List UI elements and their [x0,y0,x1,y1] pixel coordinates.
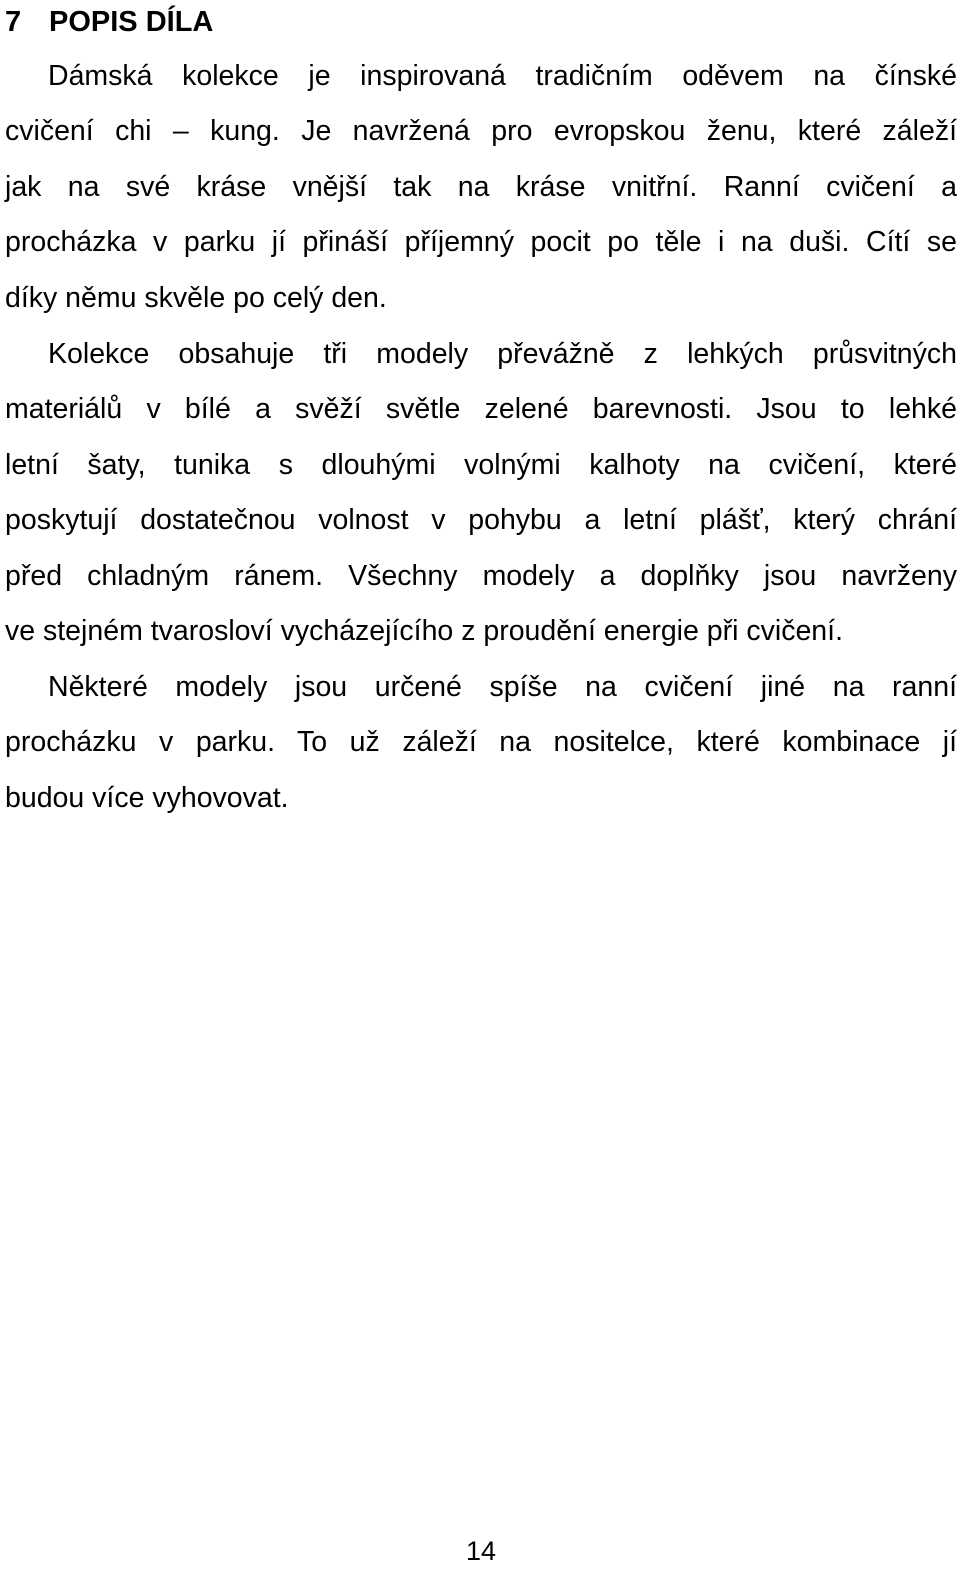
paragraph-2-line-6: ve stejném tvarosloví vycházejícího z proudění energie při cvičení. [5,615,843,647]
paragraph-1-line-2: cvičení chi – kung. Je navržená pro evropskou ženu, které záleží [5,115,957,147]
paragraph-3-line-1: Některé modely jsou určené spíše na cvičení jiné na ranní [48,671,957,703]
paragraph-2-line-2: materiálů v bílé a svěží světle zelené barevnosti. Jsou to lehké [5,393,957,425]
paragraph-1-line-3: jak na své kráse vnější tak na kráse vnitřní. Ranní cvičení a [5,171,957,203]
page-number [0,1533,960,1569]
section-heading [5,2,213,42]
section-title: POPIS DÍLA [49,6,214,38]
paragraph-2-line-5: před chladným ránem. Všechny modely a doplňky jsou navrženy [5,560,957,592]
paragraph-2-line-1: Kolekce obsahuje tři modely převážně z lehkých průsvitných [48,338,957,370]
section-number: 7 [5,6,22,38]
page-number-text: 14 [465,1536,497,1566]
paragraph-1-line-4: procházka v parku jí přináší příjemný pocit po těle i na duši. Cítí se [5,226,957,258]
paragraph-3-line-2: procházku v parku. To už záleží na nositelce, které kombinace jí [5,726,957,758]
paragraph-1-line-1: Dámská kolekce je inspirovaná tradičním oděvem na čínské [48,60,957,92]
paragraph-3-line-3: budou více vyhovovat. [5,782,289,814]
paragraph-2-line-3: letní šaty, tunika s dlouhými volnými kalhoty na cvičení, které [5,449,957,481]
paragraph-2-line-4: poskytují dostatečnou volnost v pohybu a letní plášť, který chrání [5,504,957,536]
paragraph-1-line-5: díky němu skvěle po celý den. [5,282,387,314]
